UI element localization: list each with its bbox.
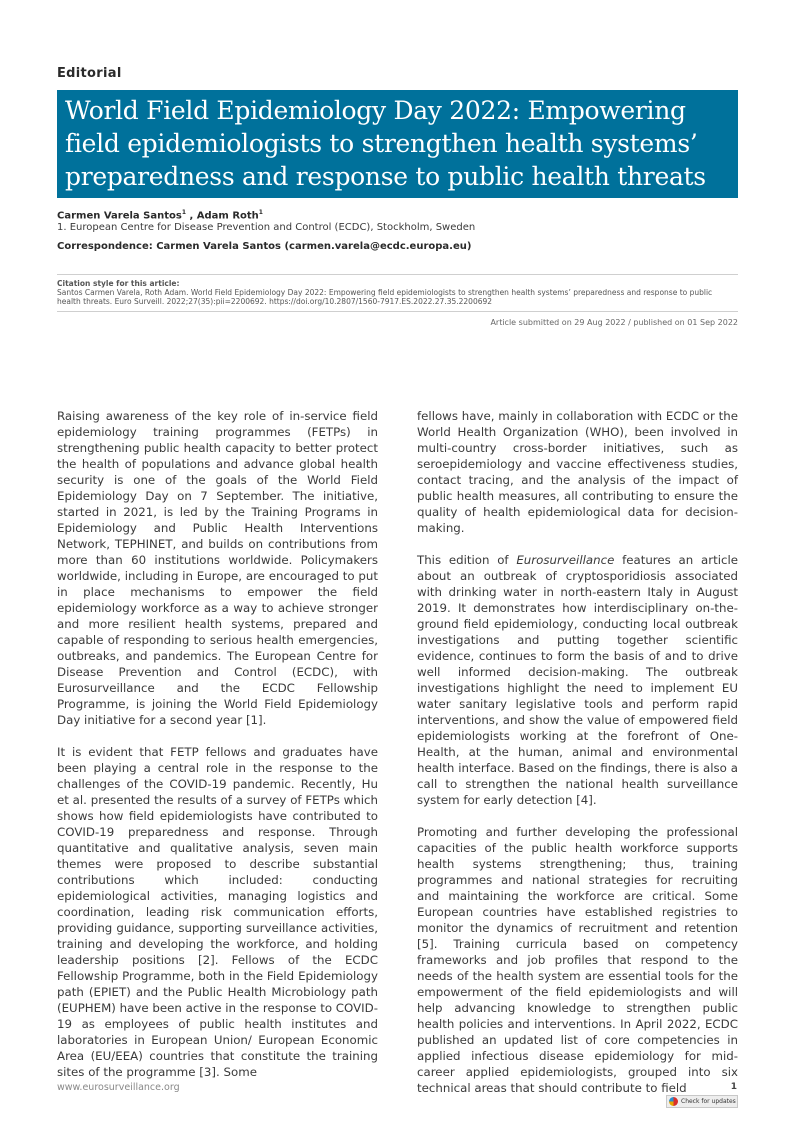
page-number: 1 xyxy=(730,1082,737,1092)
title-banner xyxy=(57,90,738,198)
section-label: Editorial xyxy=(57,66,122,81)
text-run: This edition of xyxy=(417,553,517,567)
divider xyxy=(57,311,738,312)
submission-dates: Article submitted on 29 Aug 2022 / published on 01 Sep 2022 xyxy=(490,318,738,327)
text-run: features an article about an outbreak of cryptosporidiosis associated with drinking water in north-eastern Italy in August 2019. It demonstrates how interdisciplinary on-the-ground field epidemiology, conducting local outbreak investigations and putting together scientific evidence, continues to form the basis of and to drive well informed decision-making. The outbreak investigations highlight the need to implement EU water sanitary legislative tools and perform rapid interventions, and show the value of empowered field epidemiologists working at the forefront of One-Health, at the human, animal and environmental health interface. Based on the findings, there is also a call to strengthen the national health surveillance system for early detection [4]. xyxy=(417,553,738,807)
check-for-updates-label: Check for updates xyxy=(681,1098,736,1105)
author-name: Carmen Varela Santos xyxy=(57,210,182,222)
journal-name: Eurosurveillance xyxy=(516,553,615,567)
author-affiliation-mark: 1 xyxy=(181,209,186,216)
citation-text: Santos Carmen Varela, Roth Adam. World Field Epidemiology Day 2022: Empowering field epidemiologists to strengthen health systems’ preparedness and response to public health threats. Euro Surveill. 2022;27(35):pii=2200692. https://doi.org/10.2807/1560-7917.ES.2022.27.35.2200692 xyxy=(57,288,713,306)
divider xyxy=(57,274,738,275)
correspondence: Correspondence: Carmen Varela Santos (carmen.varela@ecdc.europa.eu) xyxy=(57,241,472,252)
author-affiliation-mark: 1 xyxy=(258,209,263,216)
body-paragraph: fellows have, mainly in collaboration with ECDC or the World Health Organization (WHO), been involved in multi-country cross-border initiatives, such as seroepidemiology and vaccine effectiveness studies, contact tracing, and the analysis of the impact of public health measures, all contributing to ensure the quality of health epidemiological data for decision-making. xyxy=(417,409,738,535)
body-paragraph xyxy=(417,552,738,808)
body-paragraph: It is evident that FETP fellows and graduates have been playing a central role in the response to the challenges of the COVID-19 pandemic. Recently, Hu et al. presented the results of a survey of FETPs which shows how field epidemiologists have contributed to COVID-19 preparedness and response. Through quantitative and qualitative analysis, seven main themes were proposed to describe substantial contributions which included: conducting epidemiological activities, managing logistics and coordination, leading risk communication efforts, providing guidance, supporting surveillance activities, training and developing the workforce, and holding leadership positions [2]. Fellows of the ECDC Fellowship Programme, both in the Field Epidemiology path (EPIET) and the Public Health Microbiology path (EUPHEM) have been active in the response to COVID-19 as employees of public health institutes and laboratories in European Union/ European Economic Area (EU/EEA) countries that constitute the training sites of the programme [3]. Some xyxy=(57,745,378,1079)
article-title: World Field Epidemiology Day 2022: Empowering field epidemiologists to strengthen health systems’ preparedness and response to public health threats xyxy=(65,96,706,191)
citation-heading: Citation style for this article: xyxy=(57,279,180,288)
journal-url-link[interactable]: www.eurosurveillance.org xyxy=(57,1082,180,1093)
author-name: Adam Roth xyxy=(196,210,259,222)
body-column-left xyxy=(57,408,378,1096)
body-column-right xyxy=(417,408,738,1112)
body-paragraph: Raising awareness of the key role of in-service field epidemiology training programmes (FETPs) in strengthening public health capacity to better protect the health of populations and advance global health security is one of the goals of the World Field Epidemiology Day on 7 September. The initiative, started in 2021, is led by the Training Programs in Epidemiology and Public Health Interventions Network, TEPHINET, and builds on contributions from more than 60 institutions worldwide. Policymakers worldwide, including in Europe, are encouraged to put in place mechanisms to empower the field epidemiology workforce as a way to achieve stronger and more resilient health systems, prepared and capable of responding to serious health emergencies, outbreaks, and pandemics. The European Centre for Disease Prevention and Control (ECDC), with Eurosurveillance and the ECDC Fellowship Programme, is joining the World Field Epidemiology Day initiative for a second year [1]. xyxy=(57,409,378,727)
body-paragraph: Promoting and further developing the professional capacities of the public health workforce supports health systems strengthening; thus, training programmes and national strategies for recruiting and maintaining the workforce are critical. Some European countries have established registries to monitor the dynamics of recruitment and retention [5]. Training curricula based on competency frameworks and job profiles that respond to the needs of the health system are essential tools for the empowerment of the field epidemiologists and will help advancing knowledge to strengthen public health policies and interventions. In April 2022, ECDC published an updated list of core competencies in applied infectious disease epidemiology for mid-career applied epidemiologists, grouped into six technical areas that should contribute to field xyxy=(417,825,738,1095)
author-separator: , xyxy=(186,210,197,222)
affiliation: 1. European Centre for Disease Prevention and Control (ECDC), Stockholm, Sweden xyxy=(57,222,476,233)
check-for-updates-icon xyxy=(669,1097,678,1106)
author-list xyxy=(57,209,263,221)
check-for-updates-button[interactable] xyxy=(666,1095,738,1108)
